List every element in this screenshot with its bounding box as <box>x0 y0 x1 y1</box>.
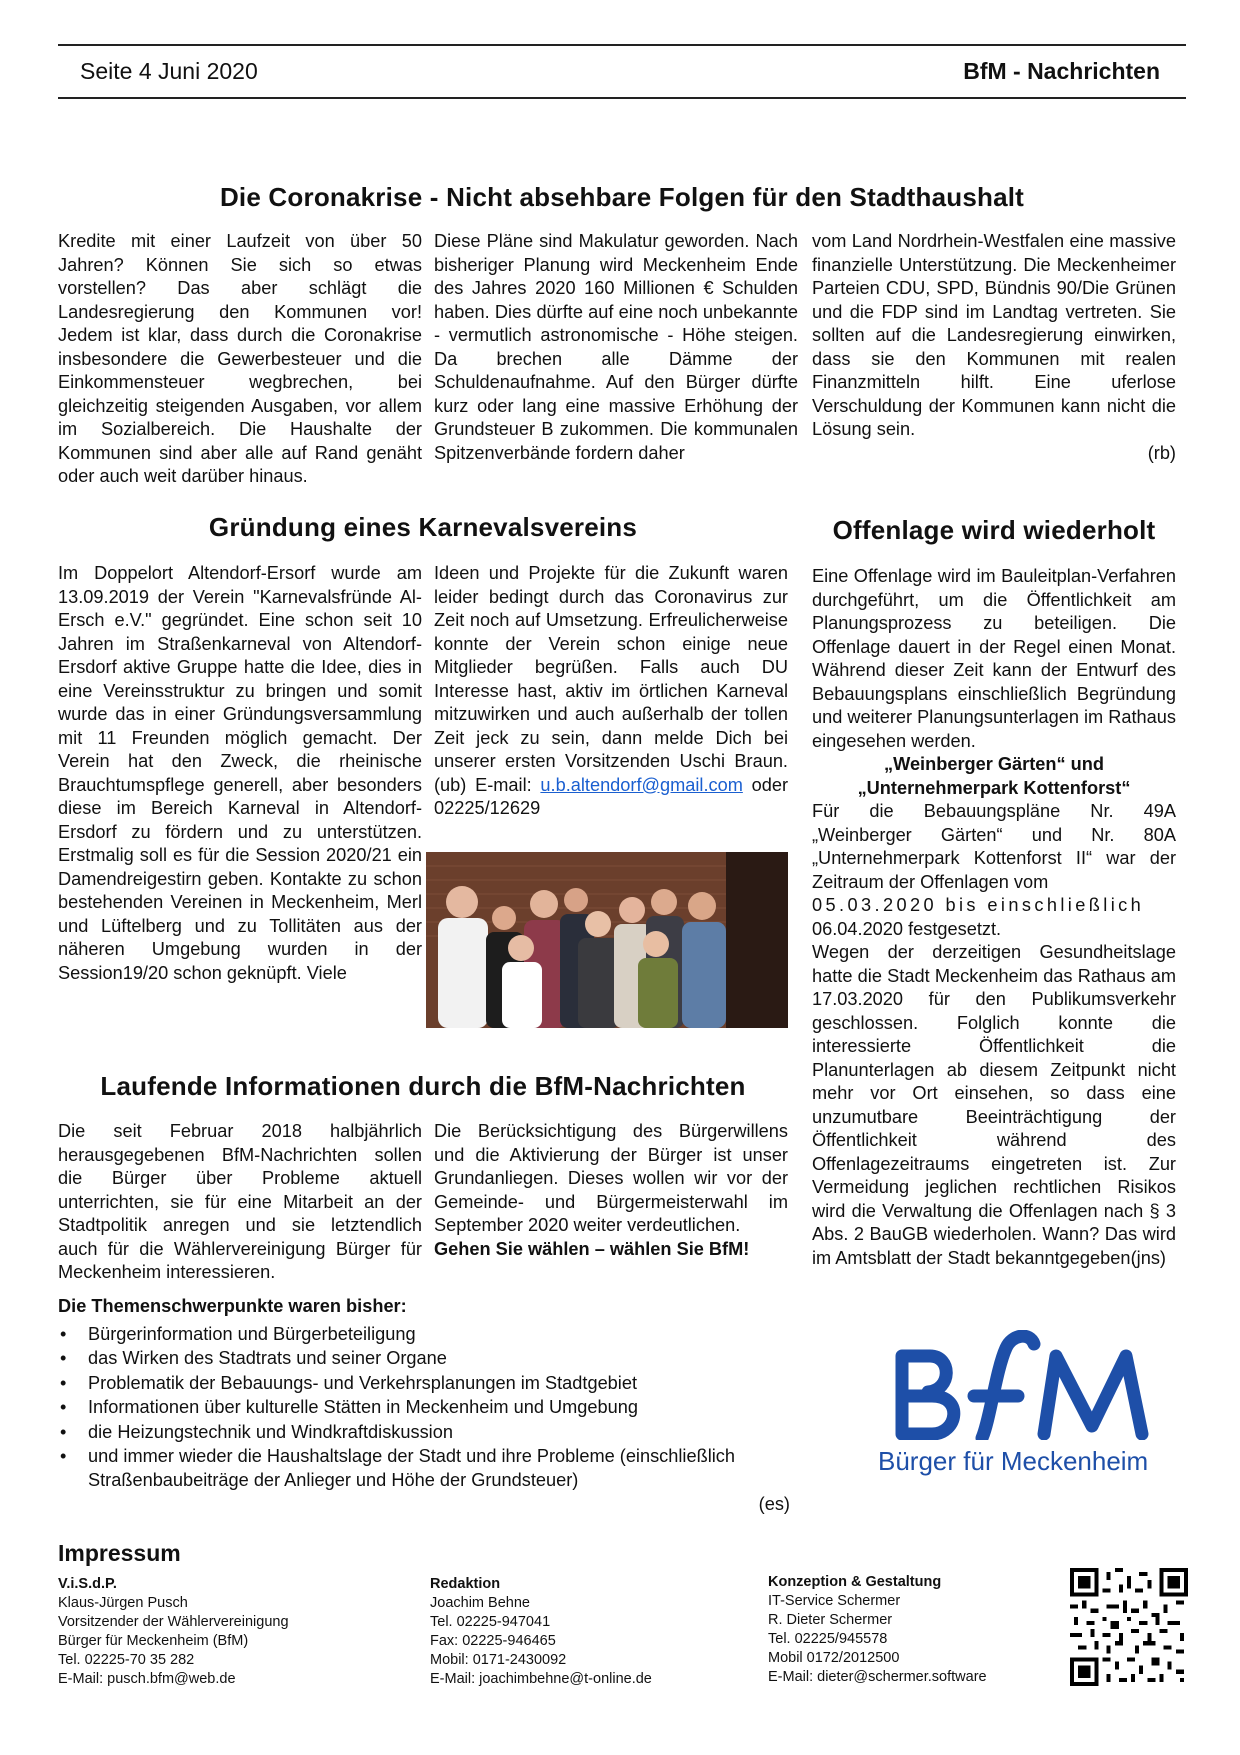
list-item: • und immer wieder die Haushaltslage der Stadt und ihre Probleme (einschließlich Straßenbaubeiträge der Anlieger und Höhe der Grundsteuer) <box>58 1444 788 1493</box>
header-rule <box>58 97 1186 99</box>
list-item: • die Heizungstechnik und Windkraftdiskussion <box>58 1420 788 1444</box>
themes-list <box>58 1322 788 1493</box>
bfm-logo <box>880 1330 1180 1490</box>
list-item: • Bürgerinformation und Bürgerbeteiligung <box>58 1322 788 1346</box>
email-link[interactable]: u.b.altendorf@gmail.com <box>540 774 743 795</box>
list-item: • das Wirken des Stadtrats und seiner Organe <box>58 1346 788 1370</box>
subheading-kottenforst: „Unternehmerpark Kottenforst“ <box>857 777 1131 798</box>
article-info-title: Laufende Informationen durch die BfM-Nachrichten <box>100 1071 746 1101</box>
author-signature: (jns) <box>1130 1247 1166 1268</box>
article-karneval-col1: Im Doppelort Altendorf-Ersorf wurde am 13.09.2019 der Verein "Karnevalsfründe Al-Ersch e.V." gegründet. Eine schon seit 10 Jahren im Straßenkarneval von Altendorf-Ersdorf aktive Gruppe hatte die Idee, dies in eine Vereinsstruktur zu bringen und somit wurde das in einer Gründungsversammlung mit 11 Freunden möglich gemacht. Der Verein hat den Zweck, die rheinische Brauchtumspflege generell, aber besonders diese im Bereich Karneval in Altendorf-Ersdorf zu fördern und zu unterstützen. Erstmalig soll es für die Session 2020/21 ein Damendreigestirn geben. Kontakte zu schon bestehenden Vereinen in Meckenheim, Merl und Lüftelberg und zu Tollitäten aus der näheren Umgebung wurden in der Session19/20 schon geknüpft. Viele <box>58 563 422 983</box>
qr-code[interactable] <box>1070 1568 1188 1686</box>
author-signature: (es) <box>758 1494 790 1514</box>
impressum-title: Impressum <box>58 1540 181 1566</box>
article-karneval-title: Gründung eines Karnevalsvereins <box>208 512 638 542</box>
impressum-visdp: V.i.S.d.P. Klaus-Jürgen Pusch Vorsitzender der Wählervereinigung Bürger für Meckenheim (BfM) Tel. 02225-70 35 282 E-Mail: pusch.bfm@web.de <box>58 1576 289 1687</box>
article-corona-col2: Diese Pläne sind Makulatur geworden. Nach bisheriger Planung wird Meckenheim Ende des Jahres 2020 160 Millionen € Schulden haben. Dies dürfte auf eine noch unbekannte - vermutlich astronomische - Höhe steigen. Da brechen alle Dämme der Schuldenaufnahme. Auf den Bürger dürfte kurz oder lang eine massive Erhöhung der Grundsteuer B zukommen. Die kommunalen Spitzenverbände fordern daher <box>434 231 798 463</box>
newsletter-title: BfM - Nachrichten <box>963 58 1160 84</box>
impressum-redaktion: Redaktion Joachim Behne Tel. 02225-947041 Fax: 02225-946465 Mobil: 0171-2430092 E-Mail: joachimbehne@t-online.de <box>430 1576 652 1687</box>
article-offenlage-title: Offenlage wird wiederholt <box>832 515 1156 545</box>
group-photo <box>426 852 788 1028</box>
top-rule <box>58 44 1186 46</box>
article-corona-col3: vom Land Nordrhein-Westfalen eine massive finanzielle Unterstützung. Die Meckenheimer Parteien CDU, SPD, Bündnis 90/Die Grünen und die FDP sind im Landtag vertreten. Sie sollten auf die Landesregierung einwirken, dass sie den Kommunen mit realen Finanzmitteln hilft. Eine uferlose Verschuldung der Kommunen kann nicht die Lösung sein. (rb) <box>812 230 1176 465</box>
vote-call: Gehen Sie wählen – wählen Sie BfM! <box>434 1238 750 1259</box>
article-corona-title: Die Coronakrise - Nicht absehbare Folgen für den Stadthaushalt <box>219 182 1025 212</box>
article-karneval-col2: Ideen und Projekte für die Zukunft waren leider bedingt durch das Coronavirus zur Zeit noch auf Umsetzung. Erfreulicherweise konnte der Verein schon einige neue Mitglieder begrüßen. Falls auch DU Interesse hast, aktiv im örtlichen Karneval mitzuwirken und auch außerhalb der tollen Zeit jeck zu sein, dann melde Dich bei unserer ersten Vorsitzenden Uschi Braun. (ub) E-mail: u.b.altendorf@gmail.com oder 02225/12629 <box>434 563 788 818</box>
list-item: • Problematik der Bebauungs- und Verkehrsplanungen im Stadtgebiet <box>58 1371 788 1395</box>
author-signature: (rb) <box>1147 442 1176 463</box>
article-info-col2: Die Berücksichtigung des Bürgerwillens und die Aktivierung der Bürger ist unser Grundanliegen. Dieses wollen wir vor der Gemeinde- und Bürgermeisterwahl im September 2020 weiter verdeutlichen. Gehen Sie wählen – wählen Sie BfM! <box>434 1120 788 1261</box>
logo-tagline: Bürger für Meckenheim <box>878 1446 1149 1476</box>
article-offenlage-body: Eine Offenlage wird im Bauleitplan-Verfahren durchgeführt, um die Öffentlichkeit am Planungsprozess zu beteiligen. Die Offenlage dauert in der Regel einen Monat. Während dieser Zeit kann der Entwurf des Bebauungsplans einschließlich Begründung und weiterer Planungsunterlagen im Rathaus eingesehen werden. „Weinberger Gärten“ und „Unternehmerpark Kottenforst“ Für die Bebauungspläne Nr. 49A „Weinberger Gärten“ und Nr. 80A „Unternehmerpark Kottenforst II“ war der Zeitraum der Offenlagen vom 05.03.2020 bis einschließlich 06.04.2020 festgesetzt. Wegen der derzeitigen Gesundheitslage hatte die Stadt Meckenheim das Rathaus am 17.03.2020 für den Publikumsverkehr geschlossen. Folglich konnte die interessierte Öffentlichkeit die Planunterlagen ab diesem Zeitpunkt nicht mehr vor Ort einsehen, so dass eine unzumutbare Beeinträchtigung der Öffentlichkeit während des Offenlagezeitraums eingetreten ist. Zur Vermeidung jeglichen rechtlichen Risikos wird die Verwaltung die Offenlagen nach § 3 Abs. 2 BauGB wiederholen. Wann? Das wird im Amtsblatt der Stadt bekanntgegeben. (jns) <box>812 565 1176 1270</box>
article-corona-col1: Kredite mit einer Laufzeit von über 50 Jahren? Können Sie sich so etwas vorstellen? Das aber schlägt die Landesregierung den Kommunen vor! Jedem ist klar, dass durch die Coronakrise insbesondere die Gewerbesteuer und die Einkommensteuer wegbrechen, bei gleichzeitig steigenden Ausgaben, vor allem im Sozialbereich. Die Haushalte der Kommunen sind aber alle auf Rand genäht oder auch weit darüber hinaus. <box>58 231 422 486</box>
themes-heading: Die Themenschwerpunkte waren bisher: <box>58 1296 407 1316</box>
page-number: Seite 4 Juni 2020 <box>80 58 258 84</box>
subheading-weinberger: „Weinberger Gärten“ und <box>884 754 1104 774</box>
list-item: • Informationen über kulturelle Stätten in Meckenheim und Umgebung <box>58 1395 788 1419</box>
impressum-konzeption: Konzeption & Gestaltung IT-Service Schermer R. Dieter Schermer Tel. 02225/945578 Mobil 0172/2012500 E-Mail: dieter@schermer.software <box>768 1574 987 1685</box>
article-info-col1: Die seit Februar 2018 halbjährlich herausgegebenen BfM-Nachrichten sollen die Bürger über Probleme aktuell unterrichten, sie für eine Mitarbeit an der Stadtpolitik anregen und sie letztendlich auch für die Wählervereinigung Bürger für Meckenheim interessieren. <box>58 1121 422 1282</box>
